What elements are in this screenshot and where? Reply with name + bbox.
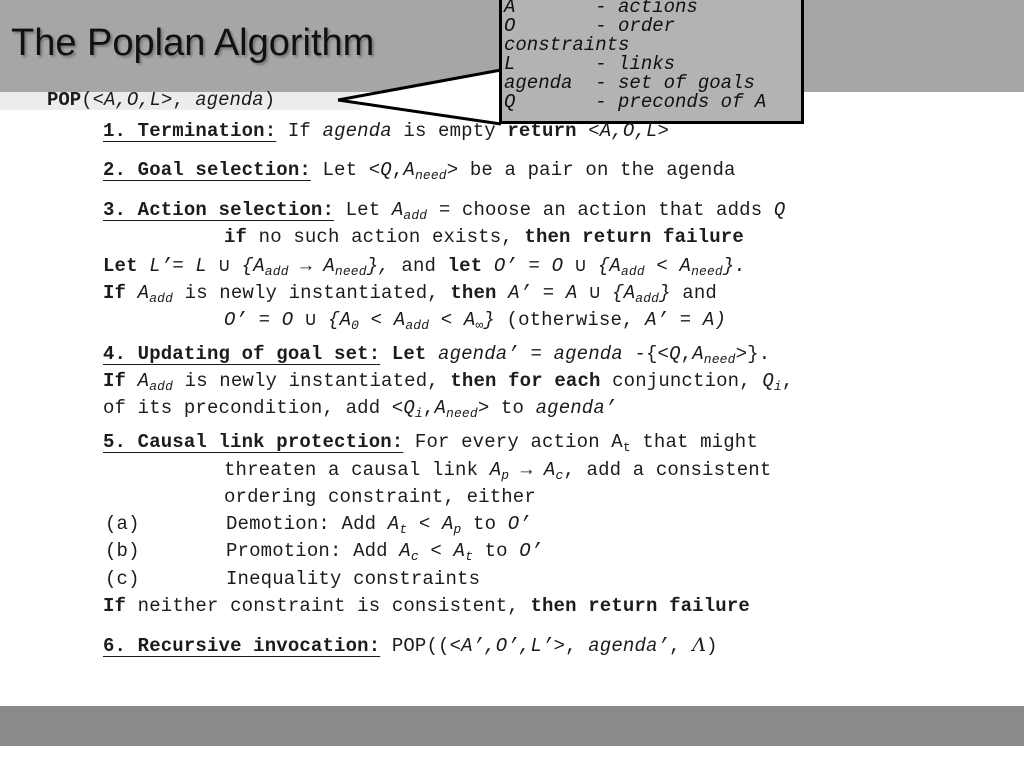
subscript: add xyxy=(405,318,430,333)
keyword: Let xyxy=(103,255,138,277)
pop-agenda: agenda xyxy=(195,89,264,111)
symbol: A xyxy=(623,282,636,304)
keyword: let xyxy=(447,255,483,277)
legend-callout xyxy=(499,0,804,124)
symbol: A xyxy=(463,309,476,331)
subscript: t xyxy=(465,549,474,564)
subscript: add xyxy=(149,379,174,394)
text: For every action A xyxy=(414,431,623,453)
step-3-ordering-line xyxy=(224,308,726,332)
text: If xyxy=(287,120,311,142)
text: and xyxy=(401,255,437,277)
formula: } xyxy=(659,282,671,304)
step-heading: 5. Causal link protection: xyxy=(103,431,404,453)
keyword: then xyxy=(450,282,497,304)
formula: agenda’ = agenda xyxy=(438,343,623,365)
keyword: then return failure xyxy=(530,595,750,617)
subscript: add xyxy=(620,264,645,279)
symbol: Q xyxy=(403,397,415,419)
subscript: need xyxy=(414,168,447,183)
symbol: A xyxy=(339,309,352,331)
subscript: i xyxy=(414,406,423,421)
formula: >}. xyxy=(735,343,771,365)
symbol: A xyxy=(434,397,446,419)
step-5-failure-line xyxy=(103,594,750,618)
symbol: A xyxy=(323,255,335,277)
keyword: then for each xyxy=(450,370,601,392)
step-4-precondition-line xyxy=(103,396,616,420)
pop-name: POP xyxy=(47,89,82,111)
symbol: O’ xyxy=(507,513,531,535)
text: > to xyxy=(477,397,525,419)
keyword: If xyxy=(103,595,127,617)
text: is empty xyxy=(403,120,496,142)
keyword: If xyxy=(103,282,127,304)
symbol: A xyxy=(453,540,466,562)
text: , add a consistent xyxy=(563,459,772,481)
arrow: → xyxy=(300,255,312,277)
operator: < xyxy=(440,309,453,331)
formula: A’ = A) xyxy=(645,309,727,331)
callout-line: Q - preconds of A xyxy=(504,91,767,113)
option-tag: (b) xyxy=(105,540,140,562)
formula: L’= L ∪ { xyxy=(149,255,254,277)
step-3-if-line xyxy=(103,281,717,305)
slide-title: The Poplan Algorithm xyxy=(11,22,375,64)
step-4-if-line: If $A_{add}$ is newly instantiated, then for each conjunction, $Q_i$, xyxy=(103,370,794,394)
text: no such action exists, xyxy=(258,226,513,248)
formula: <A’,O’,L’> xyxy=(449,635,566,657)
step-3-let-line xyxy=(103,254,746,278)
symbol: A xyxy=(441,513,454,535)
option-label: Promotion: Add xyxy=(226,540,388,562)
formula: , xyxy=(680,343,693,365)
symbol: Q xyxy=(669,343,681,365)
formula: A’ = A ∪ { xyxy=(508,282,624,304)
text: = choose an action that adds xyxy=(438,199,763,221)
symbol: A xyxy=(391,199,404,221)
keyword: if xyxy=(224,226,248,248)
subscript: need xyxy=(446,406,478,421)
formula: agenda’ xyxy=(588,635,670,657)
subscript: t xyxy=(622,440,631,455)
text: , xyxy=(565,635,577,657)
option-tag: (c) xyxy=(105,568,140,590)
step-5-ordering-line xyxy=(224,485,536,509)
symbol: A xyxy=(489,459,502,481)
symbol: Q xyxy=(762,370,774,392)
subscript: 0 xyxy=(351,318,360,333)
symbol: A xyxy=(393,309,406,331)
operator: < xyxy=(418,513,431,535)
text: ordering constraint, either xyxy=(224,486,536,508)
agenda-term: agenda xyxy=(322,120,392,142)
subscript: p xyxy=(501,468,510,483)
step-causal-link-protection xyxy=(103,430,758,454)
step-termination xyxy=(103,119,669,143)
step-heading: 2. Goal selection: xyxy=(103,159,311,181)
subscript: i xyxy=(773,379,782,394)
text: threaten a causal link xyxy=(224,459,479,481)
symbol: A xyxy=(543,459,556,481)
subscript: p xyxy=(453,522,462,537)
subscript: c xyxy=(555,468,564,483)
callout-line: O - order xyxy=(504,15,676,37)
subscript: need xyxy=(703,352,736,367)
step-heading: 1. Termination: xyxy=(103,120,277,142)
text: to xyxy=(484,540,508,562)
callout-line: A - actions xyxy=(504,0,698,18)
option-promotion xyxy=(105,539,542,563)
option-demotion xyxy=(105,512,531,536)
text: that might xyxy=(642,431,758,453)
step-heading: 4. Updating of goal set: xyxy=(103,343,381,365)
subscript: c xyxy=(410,549,419,564)
text: to xyxy=(473,513,497,535)
subscript: t xyxy=(399,522,408,537)
text: Let < xyxy=(322,159,381,181)
text: > be a pair on the agenda xyxy=(446,159,736,181)
text: ) xyxy=(706,635,718,657)
subscript: add xyxy=(635,291,660,306)
footer-band xyxy=(0,706,1024,746)
formula: O’ = O ∪ { xyxy=(224,309,340,331)
operator: < xyxy=(430,540,442,562)
option-tag: (a) xyxy=(105,513,140,535)
subscript: need xyxy=(334,264,367,279)
option-label: Demotion: Add xyxy=(226,513,377,535)
symbol: A xyxy=(137,282,150,304)
text: of its precondition, add < xyxy=(103,397,404,419)
symbol: A xyxy=(137,370,150,392)
option-inequality xyxy=(105,567,480,591)
formula: O’ = O ∪ { xyxy=(493,255,610,277)
pop-args: <A,O,L> xyxy=(92,89,173,111)
callout-line: agenda - set of goals xyxy=(504,72,755,94)
symbol: O’ xyxy=(519,540,543,562)
step-action-selection xyxy=(103,198,785,222)
step-heading: 6. Recursive invocation: xyxy=(103,635,381,657)
operator: < xyxy=(656,255,668,277)
option-label: Inequality constraints xyxy=(226,568,481,590)
step-5-threaten-line xyxy=(224,458,771,482)
step-3-failure-line xyxy=(224,225,744,249)
subscript: add xyxy=(264,264,289,279)
step-goal-selection: 2. Goal selection: Let $<Q,A_{need}>$ be a pair on the agenda xyxy=(103,159,736,183)
symbol: A xyxy=(679,255,692,277)
subscript: need xyxy=(691,264,723,279)
keyword: If xyxy=(103,370,127,392)
operator: < xyxy=(370,309,383,331)
formula: agenda’ xyxy=(535,397,617,419)
symbol: Λ xyxy=(692,634,707,656)
callout-line: L - links xyxy=(504,53,676,75)
subscript: ∞ xyxy=(475,318,484,333)
plan-term: <A,O,L> xyxy=(588,120,670,142)
formula: } xyxy=(483,309,495,331)
subscript: add xyxy=(403,208,428,223)
text: conjunction, xyxy=(612,370,751,392)
keyword: Let xyxy=(391,343,427,365)
callout-line: constraints xyxy=(504,34,630,56)
symbol: Q xyxy=(380,159,392,181)
text: is newly instantiated, xyxy=(184,282,439,304)
symbol: Q xyxy=(773,199,786,221)
formula: -{< xyxy=(634,343,670,365)
arrow: → xyxy=(520,459,533,481)
keyword: return xyxy=(507,120,577,142)
formula: }. xyxy=(722,255,746,277)
step-updating-goal-set xyxy=(103,342,770,366)
text: is newly instantiated, xyxy=(184,370,439,392)
text: neither constraint is consistent, xyxy=(137,595,519,617)
text: Let xyxy=(345,199,381,221)
pop-signature: POP(<A,O,L>, agenda) xyxy=(47,89,276,111)
symbol: A xyxy=(387,513,400,535)
formula: }, xyxy=(366,255,390,277)
keyword: then return failure xyxy=(524,226,744,248)
text: and xyxy=(682,282,717,304)
subscript: add xyxy=(149,291,174,306)
symbol: A xyxy=(609,255,621,277)
text: POP(( xyxy=(391,635,450,657)
symbol: A xyxy=(399,540,411,562)
symbol: A xyxy=(692,343,704,365)
step-recursive-invocation xyxy=(103,633,718,658)
step-heading: 3. Action selection: xyxy=(103,199,335,221)
symbol: A xyxy=(253,255,265,277)
symbol: A xyxy=(403,159,415,181)
text: (otherwise, xyxy=(506,309,634,331)
formula: , xyxy=(422,397,435,419)
text: , xyxy=(669,635,681,657)
